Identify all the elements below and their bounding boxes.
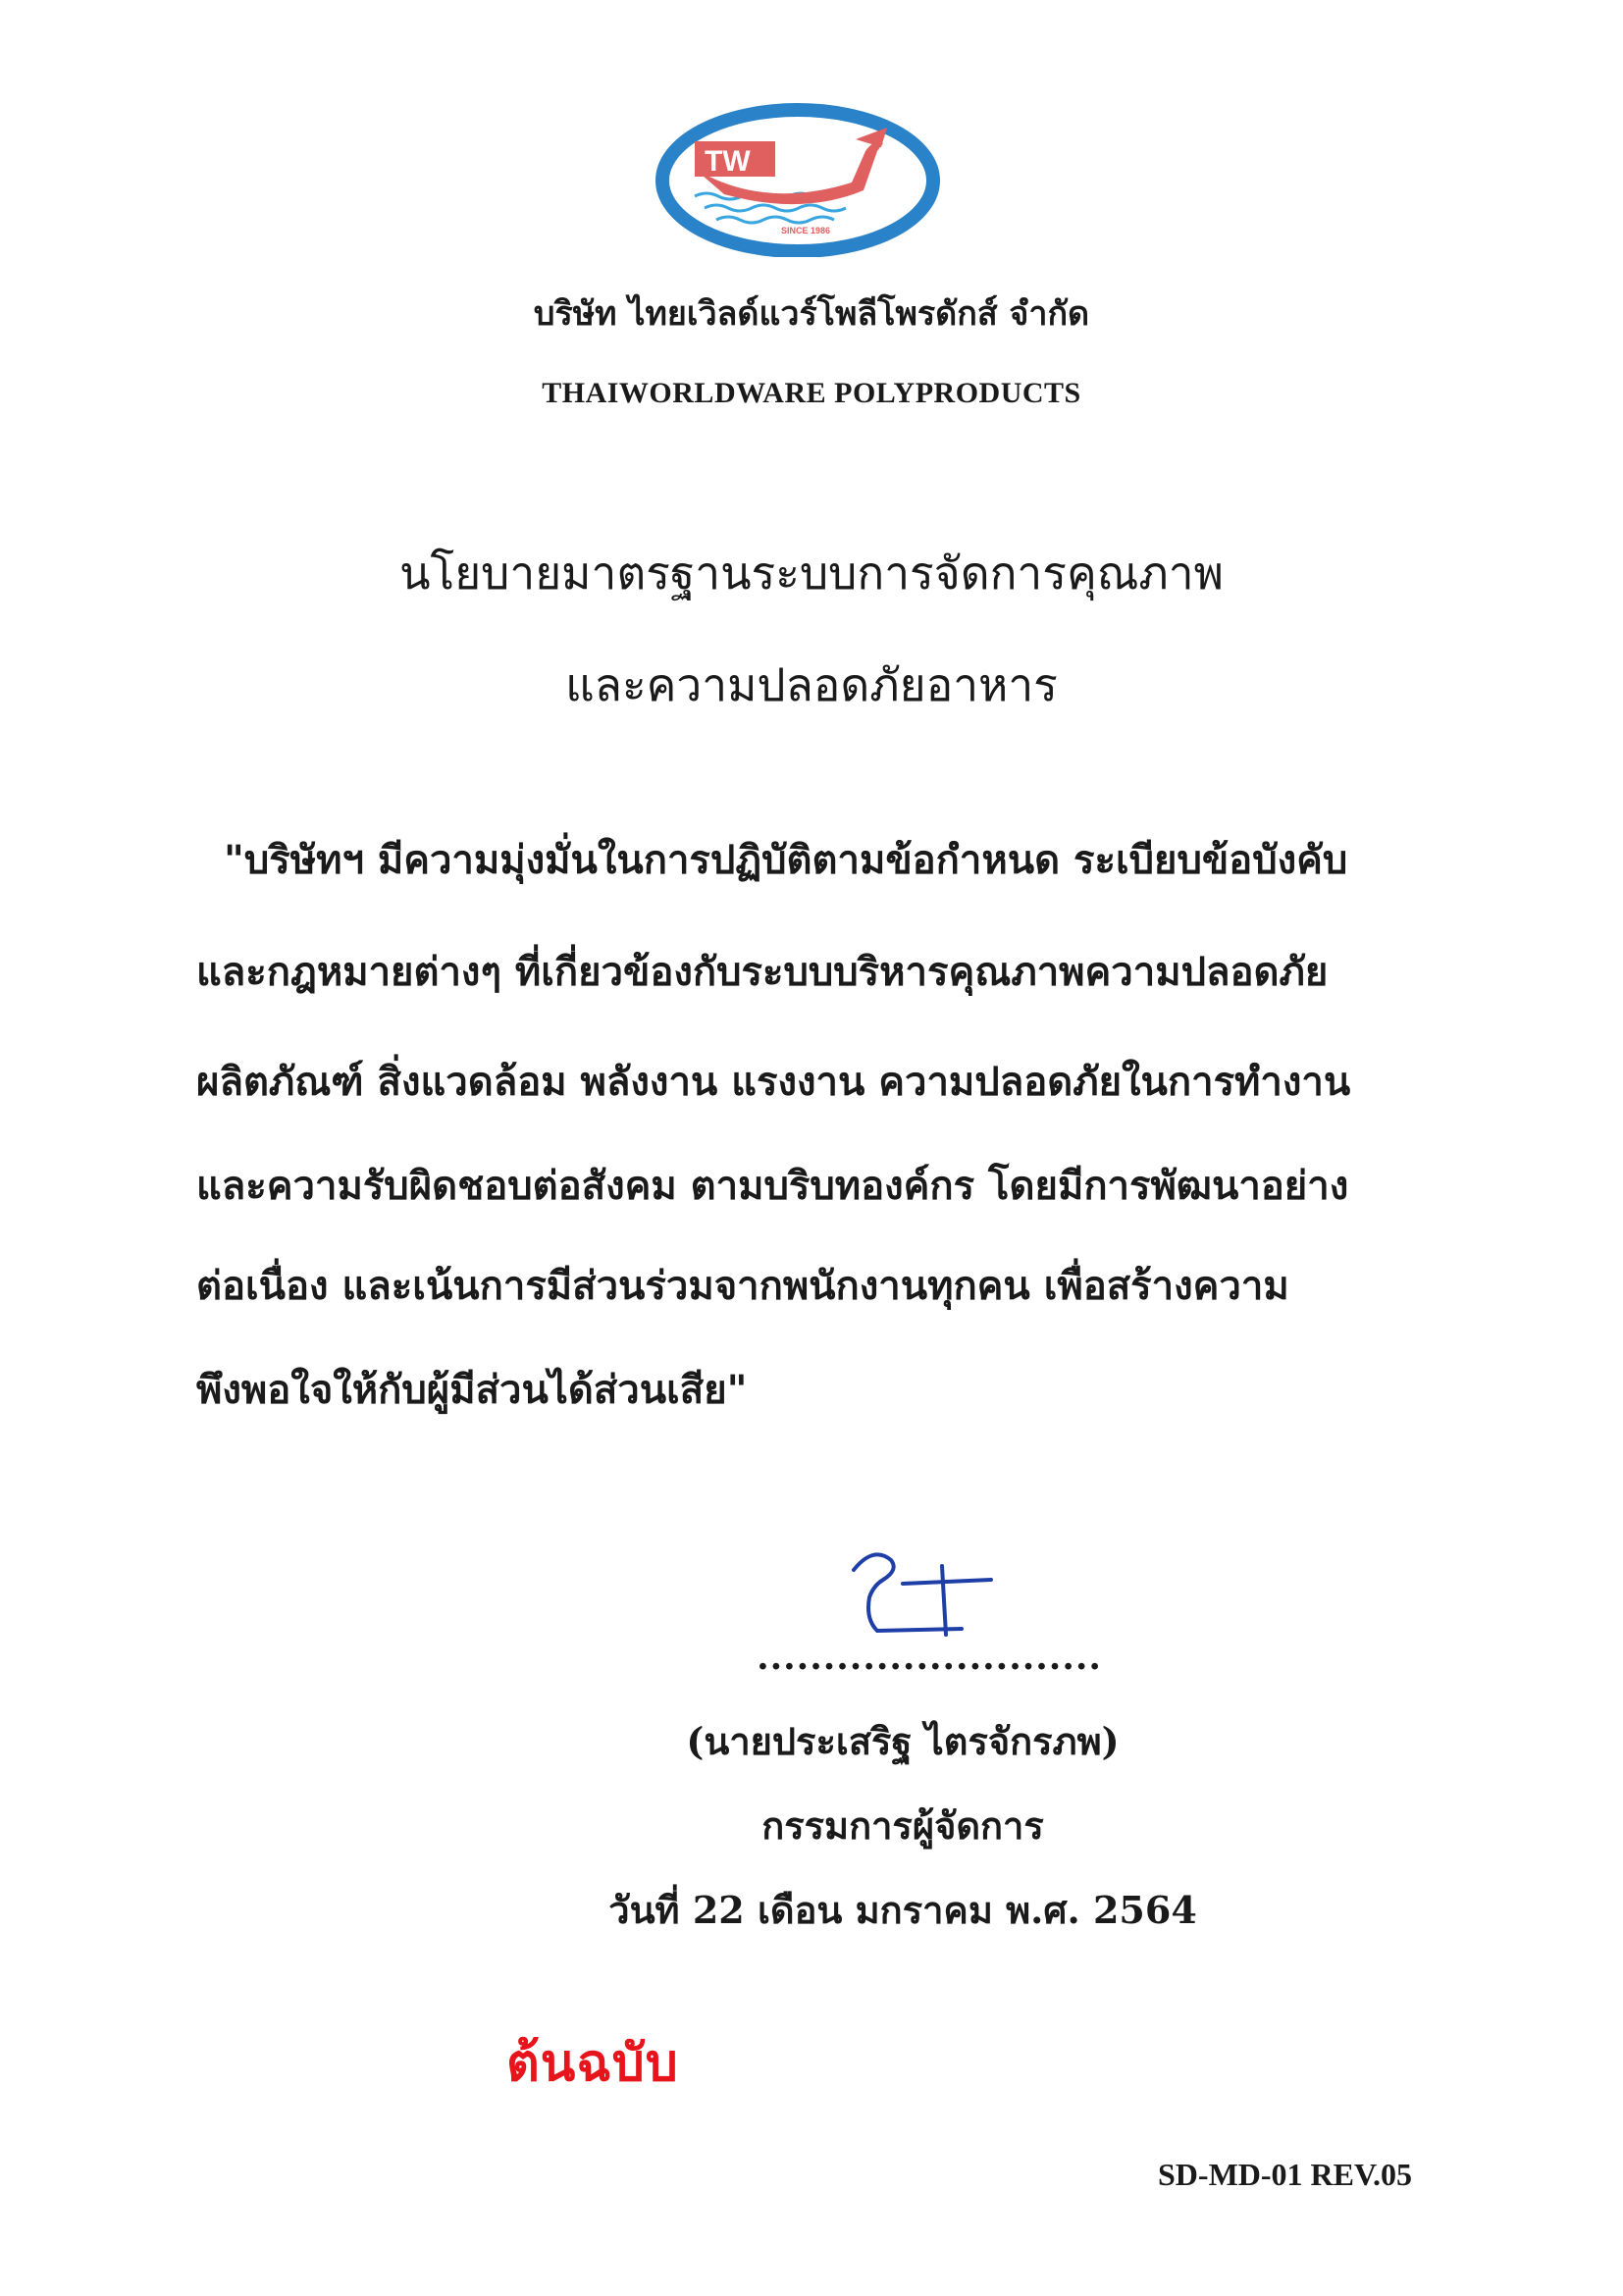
logo-text: TW bbox=[705, 145, 751, 178]
company-name-thai: บริษัท ไทยเวิลด์แวร์โพลีโพรดักส์ จำกัด bbox=[533, 294, 1090, 334]
company-logo bbox=[655, 100, 940, 257]
signer-position: กรรมการผู้จัดการ bbox=[761, 1803, 1044, 1848]
statement-line-6: พึงพอใจให้กับผู้มีส่วนได้ส่วนเสีย" bbox=[196, 1367, 748, 1413]
signature-line: .......................... bbox=[757, 1637, 1102, 1678]
policy-title-line-1: นโยบายมาตรฐานระบบการจัดการคุณภาพ bbox=[399, 547, 1224, 600]
original-copy-stamp: ต้นฉบับ bbox=[506, 2034, 679, 2093]
statement-line-1: "บริษัทฯ มีความมุ่งมั่นในการปฏิบัติตามข้อกำหนด ระเบียบข้อบังคับ bbox=[224, 837, 1348, 883]
document-code: SD-MD-01 REV.05 bbox=[1158, 2157, 1412, 2192]
statement-line-2: และกฎหมายต่างๆ ที่เกี่ยวข้องกับระบบบริหารคุณภาพความปลอดภัย bbox=[196, 949, 1329, 995]
policy-title-line-2: และความปลอดภัยอาหาร bbox=[565, 658, 1058, 711]
signer-name: (นายประเสริฐ ไตรจักรภพ) bbox=[686, 1719, 1120, 1763]
signing-date: วันที่ 22 เดือน มกราคม พ.ศ. 2564 bbox=[608, 1888, 1197, 1932]
statement-line-4: และความรับผิดชอบต่อสังคม ตามบริบทองค์กร โดยมีการพัฒนาอย่าง bbox=[196, 1163, 1349, 1209]
logo-subtext: SINCE 1986 bbox=[781, 226, 831, 235]
statement-line-3: ผลิตภัณฑ์ สิ่งแวดล้อม พลังงาน แรงงาน ความปลอดภัยในการทำงาน bbox=[196, 1059, 1351, 1105]
company-name-english: THAIWORLDWARE POLYPRODUCTS bbox=[542, 377, 1081, 409]
handwritten-signature-icon bbox=[844, 1540, 1021, 1648]
statement-line-5: ต่อเนื่อง และเน้นการมีส่วนร่วมจากพนักงานทุกคน เพื่อสร้างความ bbox=[196, 1263, 1289, 1309]
